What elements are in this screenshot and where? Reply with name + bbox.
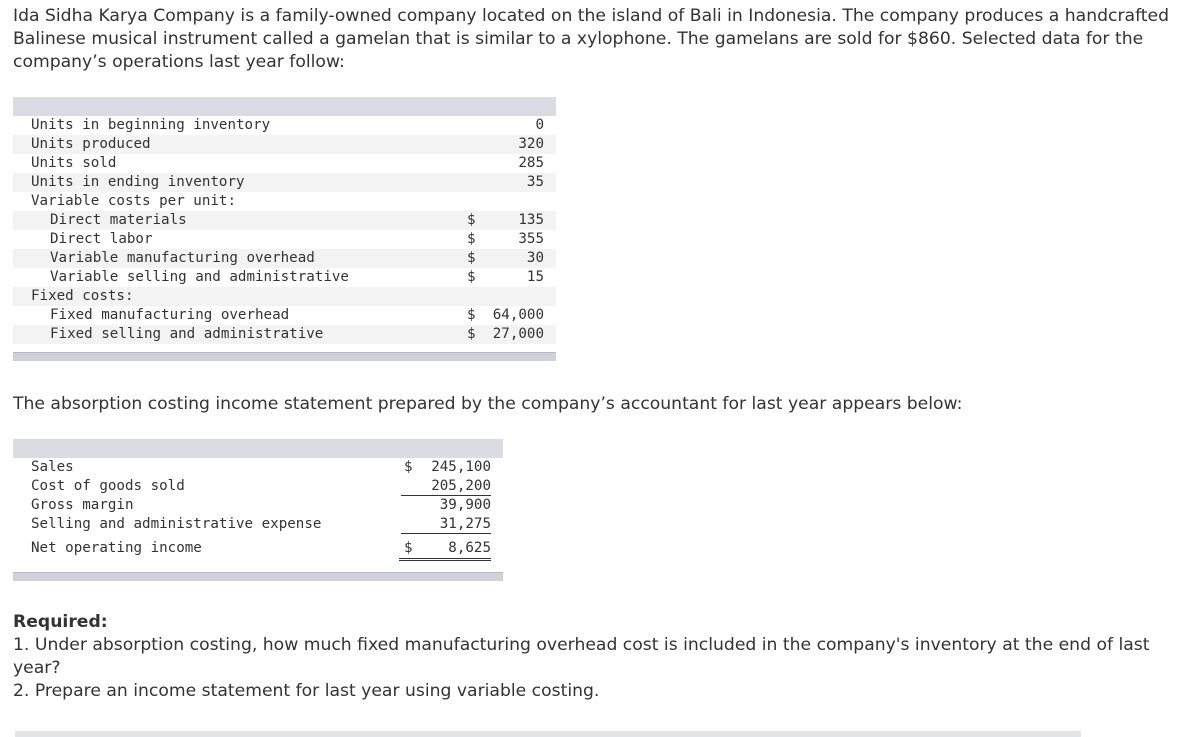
data-row-label: Units in beginning inventory	[31, 117, 271, 133]
answer-area-bar	[15, 731, 1081, 737]
data-row	[13, 287, 556, 306]
statement-row	[13, 496, 503, 515]
statement-row-label: Sales	[31, 459, 74, 475]
table-footer-bar	[13, 352, 556, 361]
data-row-dollar-sign: $	[467, 231, 476, 247]
data-row-dollar-sign: $	[467, 212, 476, 228]
data-row	[13, 249, 556, 268]
data-row-value: 285	[518, 155, 544, 171]
absorption-income-statement	[13, 439, 503, 581]
single-underline	[401, 533, 491, 534]
data-row-value: 135	[518, 212, 544, 228]
data-row-label: Variable manufacturing overhead	[50, 250, 315, 266]
data-row-dollar-sign: $	[467, 269, 476, 285]
statement-intro: The absorption costing income statement prepared by the company’s accountant for last year appears below:	[13, 394, 963, 414]
data-row-dollar-sign: $	[467, 250, 476, 266]
statement-row-dollar-sign: $	[404, 459, 413, 475]
statement-row-label: Cost of goods sold	[31, 478, 185, 494]
statement-row	[13, 458, 503, 477]
data-row-label: Units sold	[31, 155, 117, 171]
data-row-label: Direct materials	[50, 212, 187, 228]
operations-data-table	[13, 97, 556, 362]
data-row-dollar-sign: $	[467, 307, 476, 323]
statement-row-value: 245,100	[431, 459, 491, 475]
data-row-value: 35	[526, 174, 544, 190]
statement-footer-bar	[13, 572, 503, 581]
statement-row-value: 31,275	[439, 516, 491, 532]
required-item-2: 2. Prepare an income statement for last year using variable costing.	[13, 681, 600, 701]
double-underline	[399, 558, 491, 561]
data-row	[13, 135, 556, 154]
data-row-label: Variable costs per unit:	[31, 193, 236, 209]
statement-row	[13, 539, 503, 558]
data-row-value: 355	[518, 231, 544, 247]
data-row	[13, 230, 556, 249]
data-row-dollar-sign: $	[467, 326, 476, 342]
statement-row	[13, 477, 503, 496]
data-row-label: Units in ending inventory	[31, 174, 245, 190]
data-row	[13, 325, 556, 344]
intro-paragraph: Ida Sidha Karya Company is a family-owned company located on the island of Bali in Indonesia. The company produces a handcrafted Balinese musical instrument called a gamelan that is similar to a xylophone. The gamelans are sold for $860. Selected data for the company’s operations last year follow:	[13, 6, 1170, 72]
statement-row-value: 205,200	[431, 478, 491, 494]
data-row-value: 0	[535, 117, 544, 133]
statement-header-bar	[13, 439, 503, 458]
data-row	[13, 211, 556, 230]
data-row	[13, 306, 556, 325]
data-row-value: 30	[526, 250, 544, 266]
statement-row	[13, 515, 503, 534]
statement-row-dollar-sign: $	[404, 540, 413, 556]
data-row	[13, 192, 556, 211]
data-row-value: 27,000	[492, 326, 544, 342]
data-row-label: Direct labor	[50, 231, 153, 247]
data-row-value: 15	[526, 269, 544, 285]
statement-row-label: Selling and administrative expense	[31, 516, 322, 532]
required-item-1: 1. Under absorption costing, how much fixed manufacturing overhead cost is included in the company's inventory at the end of last year?	[13, 635, 1150, 678]
data-row-label: Fixed costs:	[31, 288, 134, 304]
data-row-label: Variable selling and administrative	[50, 269, 349, 285]
statement-row-label: Gross margin	[31, 497, 134, 513]
statement-row-value: 8,625	[448, 540, 491, 556]
data-row-label: Units produced	[31, 136, 151, 152]
data-row-value: 320	[518, 136, 544, 152]
data-row	[13, 268, 556, 287]
required-title: Required:	[13, 612, 108, 632]
statement-row-value: 39,900	[439, 497, 491, 513]
data-row-value: 64,000	[492, 307, 544, 323]
required-section	[13, 611, 1198, 703]
statement-row-label: Net operating income	[31, 540, 202, 556]
data-row-label: Fixed selling and administrative	[50, 326, 324, 342]
data-row	[13, 173, 556, 192]
data-row	[13, 116, 556, 135]
table-header-bar	[13, 97, 556, 116]
data-row-label: Fixed manufacturing overhead	[50, 307, 290, 323]
data-row	[13, 154, 556, 173]
